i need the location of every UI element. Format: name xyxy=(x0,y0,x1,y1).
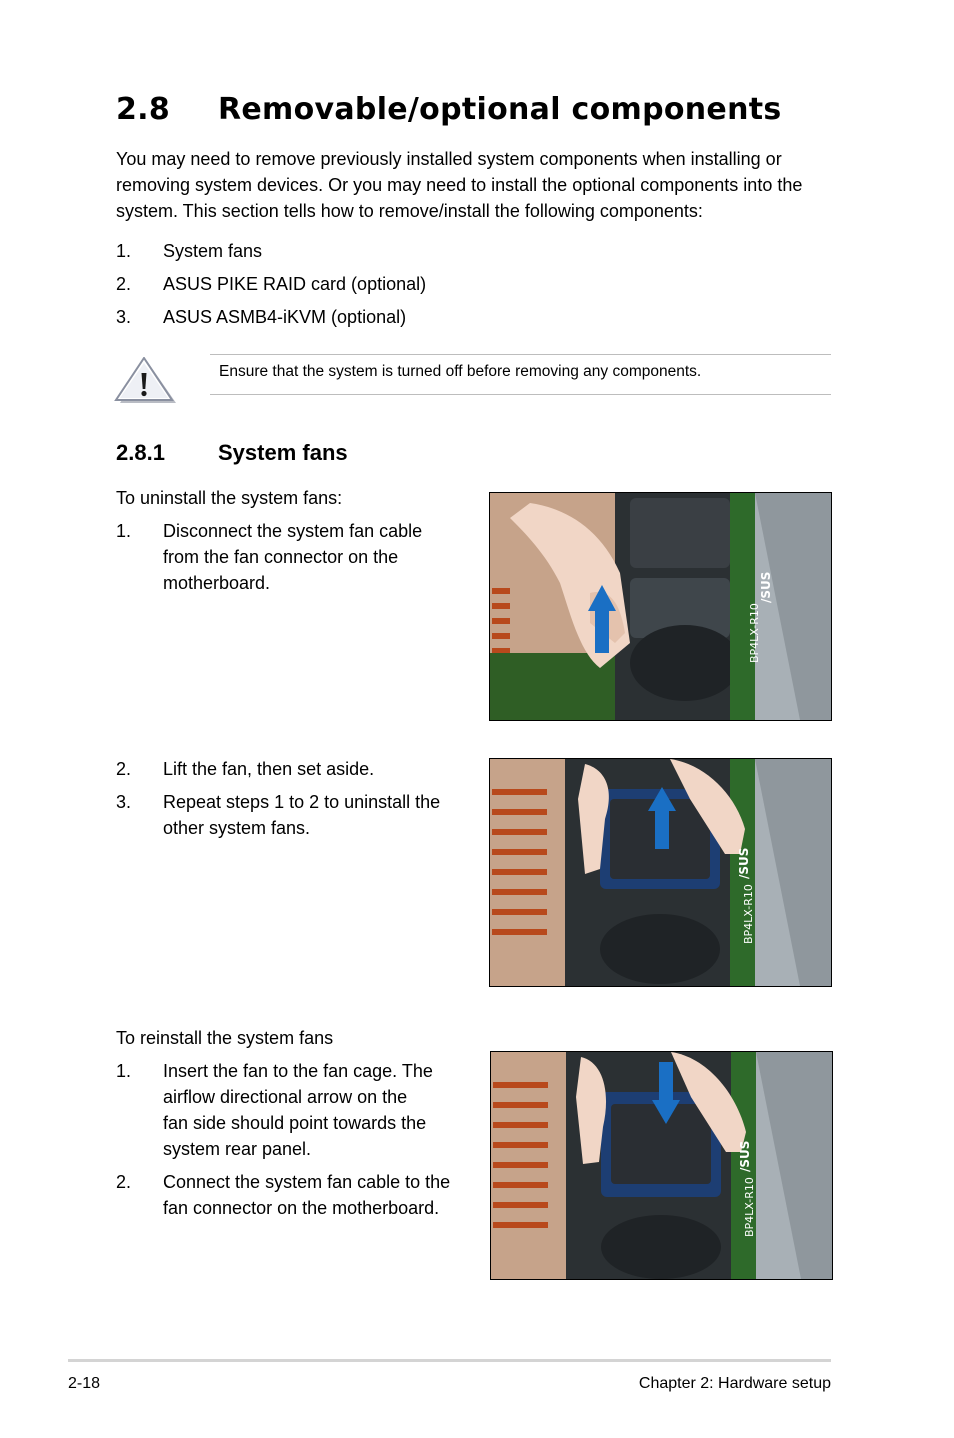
reinstall-step-1: 1. Insert the fan to the fan cage. The airflow directional arrow on the fan side should point towards the system rear panel. xyxy=(116,1061,433,1159)
note-rule-top xyxy=(210,354,831,355)
intro-paragraph: You may need to remove previously installed system components when installing or removing system devices. Or you may need to install the optional components into the system. This section tells how to remove/install the following components: xyxy=(116,149,803,221)
photo-disconnect-fan-cable xyxy=(489,492,832,721)
brand-mark: /SUS xyxy=(759,571,773,603)
board-label: BP4LX-R10 xyxy=(742,884,755,944)
uninstall-intro: To uninstall the system fans: xyxy=(116,488,343,508)
list-item: 1. System fans xyxy=(116,241,263,261)
uninstall-step-2: 2. Lift the fan, then set aside. xyxy=(116,759,375,779)
reinstall-step-2: 2. Connect the system fan cable to the fan connector on the motherboard. xyxy=(116,1172,451,1218)
note-rule-bottom xyxy=(210,394,831,395)
page-title xyxy=(116,92,782,127)
uninstall-step-3: 3. Repeat steps 1 to 2 to uninstall the other system fans. xyxy=(116,792,441,838)
warning-triangle-icon xyxy=(114,357,176,405)
subsection-title: 2.8.1 System fans xyxy=(116,440,348,465)
section-title: Removable/optional components xyxy=(218,92,782,127)
board-label: BP4LX-R10 xyxy=(743,1177,756,1237)
chapter-label: Chapter 2: Hardware setup xyxy=(638,1375,831,1392)
footer-rule xyxy=(68,1359,831,1362)
brand-mark: /SUS xyxy=(738,1140,752,1172)
section-number: 2.8 xyxy=(116,92,171,127)
reinstall-intro: To reinstall the system fans xyxy=(116,1028,334,1048)
list-item: 3. ASUS ASMB4-iKVM (optional) xyxy=(116,307,407,327)
uninstall-step-1: 1. Disconnect the system fan cable from the fan connector on the motherboard. xyxy=(116,521,423,593)
list-item: 2. ASUS PIKE RAID card (optional) xyxy=(116,274,427,294)
caution-text: Ensure that the system is turned off before removing any components. xyxy=(219,363,702,380)
board-label: BP4LX-R10 xyxy=(748,603,761,663)
photo-lift-fan xyxy=(489,758,832,987)
photo-insert-fan xyxy=(490,1051,833,1280)
page-number: 2-18 xyxy=(68,1375,101,1392)
brand-mark: /SUS xyxy=(737,847,751,879)
